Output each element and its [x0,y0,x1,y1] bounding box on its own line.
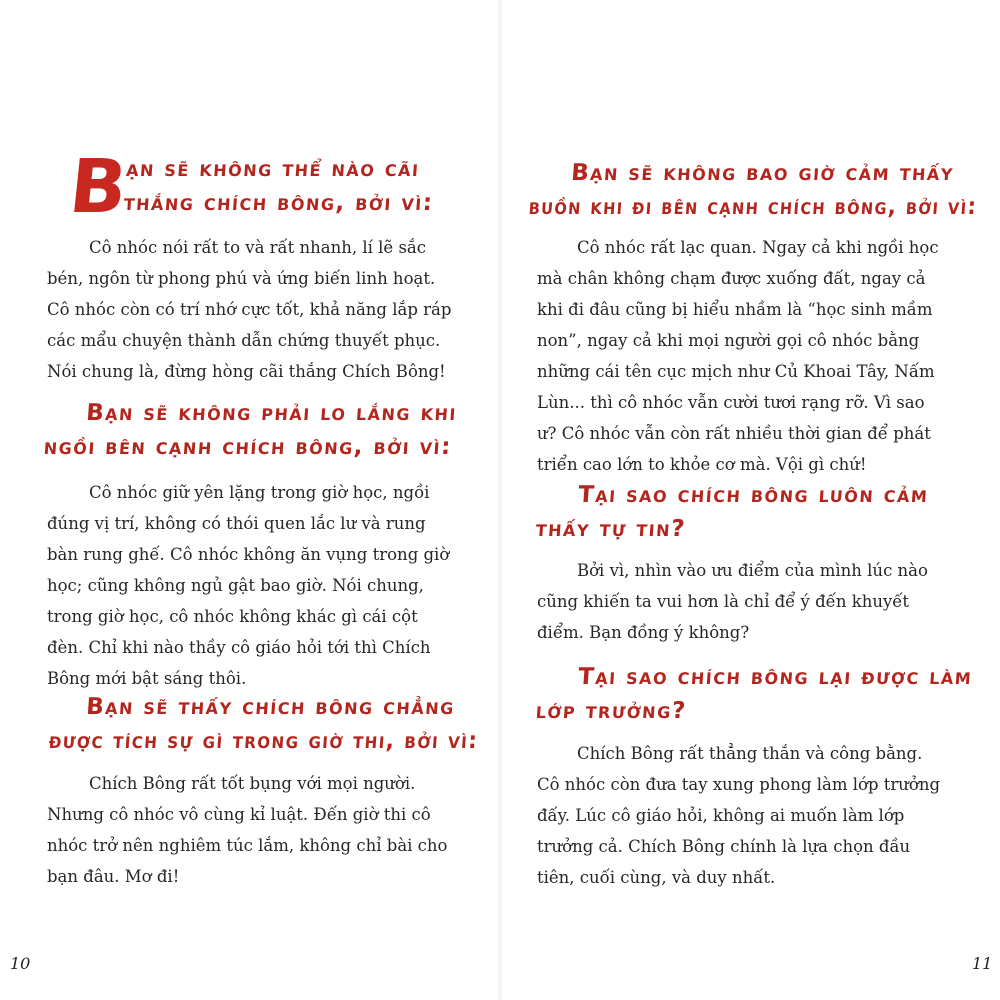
body-line: non”, ngay cả khi mọi người gọi cô nhóc bằng [537,331,920,350]
body-line: nhóc trở nên nghiêm túc lắm, không chỉ bài cho [47,836,448,855]
heading-line: thắng chích bông, bởi vì: [122,190,435,216]
section-heading [83,152,437,220]
body-line: Chích Bông rất tốt bụng với mọi người. [89,774,416,793]
body-line: học; cũng không ngủ gật bao giờ. Nói chung, [47,576,424,595]
section-heading [534,478,930,546]
body-line: Cô nhóc còn có trí nhớ cực tốt, khả năng lắp ráp [47,300,452,319]
body-line: Nói chung là, đừng hòng cãi thắng Chích Bông! [47,362,446,381]
body-line: ư? Cô nhóc vẫn còn rất nhiều thời gian để phát [537,424,931,443]
body-line: bén, ngôn từ phong phú và ứng biến linh hoạt. [47,269,436,288]
body-line: các mẩu chuyện thành dẫn chứng thuyết phục. [47,331,441,350]
body-line: Bởi vì, nhìn vào ưu điểm của mình lúc nào [577,561,928,580]
body-line: trưởng cả. Chích Bông chính là lựa chọn đầu [537,837,911,856]
heading-line: được tích sự gì trong giờ thi, bởi vì: [47,728,480,754]
section-heading [527,156,1000,224]
body-line: bạn đâu. Mơ đi! [47,867,180,886]
body-line: cũng khiến ta vui hơn là chỉ để ý đến khuyết [537,592,910,611]
body-line: triển cao lớn to khỏe cơ mà. Vội gì chứ! [537,455,867,474]
section-body [537,555,928,648]
heading-line: thấy tự tin? [534,516,687,542]
section-body [47,232,451,387]
body-line: Nhưng cô nhóc vô cùng kỉ luật. Đến giờ thi cô [47,805,431,824]
body-line: mà chân không chạm được xuống đất, ngay cả [537,269,926,288]
body-line: Cô nhóc giữ yên lặng trong giờ học, ngồi [89,483,430,502]
heading-line: Bạn sẽ không bao giờ cảm thấy [570,160,955,186]
body-line: điểm. Bạn đồng ý không? [537,623,750,642]
heading-line: ngồi bên cạnh chích bông, bởi vì: [42,434,453,460]
body-line: Chích Bông rất thẳng thắn và công bằng. [577,744,923,763]
section-body [47,768,447,892]
heading-line: buồn khi đi bên cạnh chích bông, bởi vì: [527,194,979,220]
heading-line: Tại sao chích bông lại được làm [577,664,974,690]
heading-line: lớp trưởng? [534,698,688,724]
heading-line: Bạn sẽ không phải lo lắng khi [85,400,458,426]
heading-line: Tại sao chích bông luôn cảm [577,482,930,508]
body-line: Cô nhóc còn đưa tay xung phong làm lớp trưởng [537,775,941,794]
drop-cap: B [65,144,131,230]
page-number: 10 [10,954,31,973]
body-line: những cái tên cục mịch như Củ Khoai Tây, Nấm [537,362,935,381]
body-line: Bông mới bật sáng thôi. [47,669,247,688]
body-line: Cô nhóc rất lạc quan. Ngay cả khi ngồi học [577,238,939,257]
body-line: khi đi đâu cũng bị hiểu nhầm là “học sinh mầm [537,300,933,319]
right-page [500,0,1000,1000]
section-body [537,232,939,480]
body-line: trong giờ học, cô nhóc không khác gì cái cột [47,607,418,626]
heading-line: Bạn sẽ thấy chích bông chẳng [85,694,456,720]
body-line: Lùn... thì cô nhóc vẫn cười tươi rạng rỡ. Vì sao [537,393,925,412]
heading-line: ạn sẽ không thể nào cãi [125,156,421,182]
section-heading [42,396,459,464]
body-line: bàn rung ghế. Cô nhóc không ăn vụng trong giờ [47,545,450,564]
section-body [537,738,940,893]
body-line: tiên, cuối cùng, và duy nhất. [537,868,776,887]
body-line: đèn. Chỉ khi nào thầy cô giáo hỏi tới thì Chích [47,638,431,657]
page-number: 11 [972,954,993,973]
body-line: đúng vị trí, không có thói quen lắc lư và rung [47,514,426,533]
section-heading [534,660,974,728]
body-line: đấy. Lúc cô giáo hỏi, không ai muốn làm lớp [537,806,905,825]
body-line: Cô nhóc nói rất to và rất nhanh, lí lẽ sắc [89,238,426,257]
section-body [47,477,449,694]
section-heading [47,690,507,758]
